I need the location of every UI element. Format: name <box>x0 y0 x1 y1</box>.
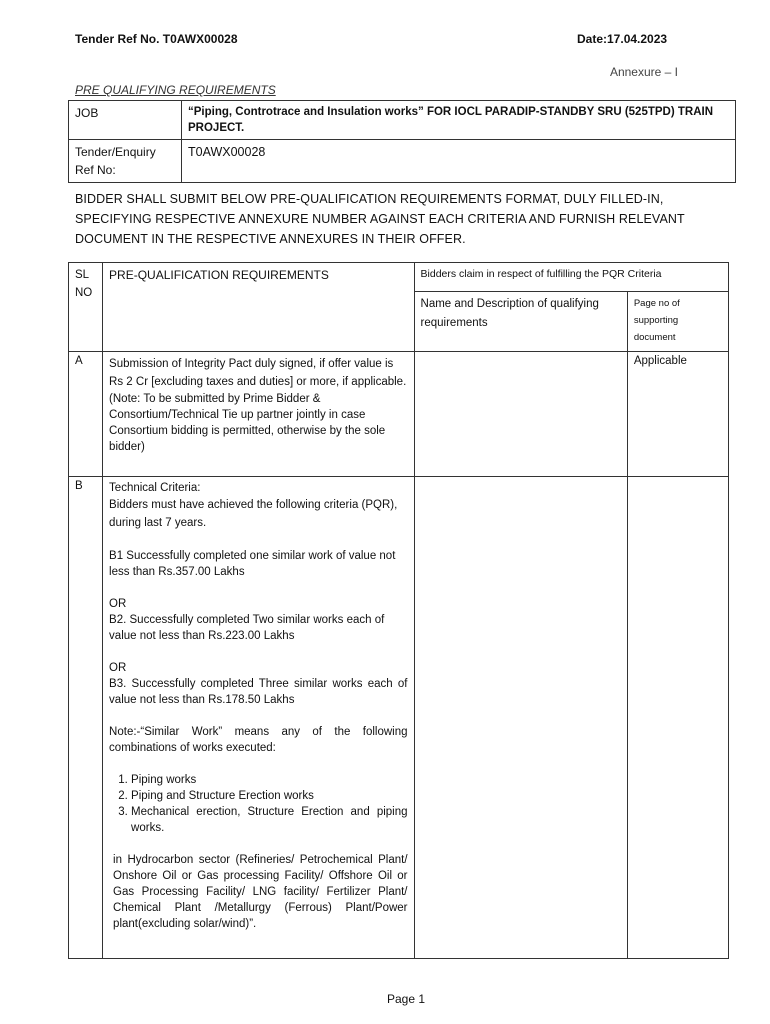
ref-label-line1: Tender/Enquiry <box>75 145 156 159</box>
row-b-b2: B2. Successfully completed Two similar works each of value not less than Rs.223.00 Lakhs <box>109 614 385 642</box>
page-number: Page 1 <box>386 992 426 1006</box>
similar-work-list <box>109 772 407 836</box>
row-b-sl: B <box>69 477 103 959</box>
pqr-table <box>68 262 729 959</box>
row-a-name-desc <box>414 352 627 477</box>
intro-paragraph: BIDDER SHALL SUBMIT BELOW PRE-QUALIFICATION REQUIREMENTS FORMAT, DULY FILLED-IN, SPECIFYING RESPECTIVE ANNEXURE NUMBER AGAINST EACH CRITERIA AND FURNISH RELEVANT DOCUMENT IN THE RESPECTIVE ANNEXURES IN THEIR OFFER. <box>75 192 685 246</box>
ref-label-line2: Ref No: <box>75 163 116 177</box>
row-b-heading: Technical Criteria: <box>109 482 201 494</box>
row-b-requirement <box>103 477 414 959</box>
job-label: JOB <box>69 101 182 140</box>
row-a-sl: A <box>69 352 103 477</box>
row-a-page: Applicable <box>627 352 728 477</box>
row-a-text: Submission of Integrity Pact duly signed, if offer value is Rs 2 Cr [excluding taxes and duties] or more, if applicable. <box>109 358 407 388</box>
list-item: 3. Mechanical erection, Structure Erection and piping works. <box>131 804 407 836</box>
annexure-label: Annexure – I <box>609 65 678 79</box>
row-b-b3: B3. Successfully completed Three similar works each of value not less than Rs.178.50 Lakhs <box>109 678 408 706</box>
row-b-note: Note:-“Similar Work” means any of the following combinations of works executed: <box>109 726 408 754</box>
col-name-desc-header: Name and Description of qualifying requirements <box>414 292 627 352</box>
job-table <box>68 100 736 183</box>
row-b-page <box>627 477 728 959</box>
row-a-note: (Note: To be submitted by Prime Bidder & Consortium/Technical Tie up partner jointly in case Consortium bidding is permitted, otherwise by the sole bidder) <box>109 393 386 453</box>
col-sl-line2: NO <box>75 287 93 299</box>
section-title: PRE QUALIFYING REQUIREMENTS <box>75 83 276 97</box>
tender-ref-header: Tender Ref No. T0AWX00028 <box>75 32 238 46</box>
col-sl-header <box>69 263 103 352</box>
date-header: Date:17.04.2023 <box>577 32 668 46</box>
row-b-name-desc <box>414 477 627 959</box>
row-b-intro: Bidders must have achieved the following criteria (PQR), during last 7 years. <box>109 499 398 529</box>
job-value: “Piping, Controtrace and Insulation works” FOR IOCL PARADIP-STANDBY SRU (525TPD) TRAIN PROJECT. <box>182 101 736 140</box>
row-b-b1: B1 Successfully completed one similar work of value not less than Rs.357.00 Lakhs <box>109 550 396 578</box>
col-req-header: PRE-QUALIFICATION REQUIREMENTS <box>103 263 414 352</box>
col-page-header: Page no of supporting document <box>627 292 728 352</box>
row-b-or1: OR <box>109 598 127 610</box>
row-a-requirement <box>103 352 414 477</box>
ref-label-cell <box>69 140 182 183</box>
row-b-or2: OR <box>109 662 127 674</box>
col-claim-header: Bidders claim in respect of fulfilling the PQR Criteria <box>414 263 728 292</box>
ref-value: T0AWX00028 <box>182 140 736 183</box>
list-item: 1. Piping works <box>131 772 407 788</box>
row-b-sector: in Hydrocarbon sector (Refineries/ Petrochemical Plant/ Onshore Oil or Gas processing Facility/ Offshore Oil or Gas Processing Facility/ LNG facility/ Fertilizer Plant/ Chemical Plant /Metallurgy (Ferrous) Plant/Power plant(excluding solar/wind)”. <box>113 854 408 930</box>
list-item: 2. Piping and Structure Erection works <box>131 788 407 804</box>
col-sl-line1: SL <box>75 269 90 281</box>
